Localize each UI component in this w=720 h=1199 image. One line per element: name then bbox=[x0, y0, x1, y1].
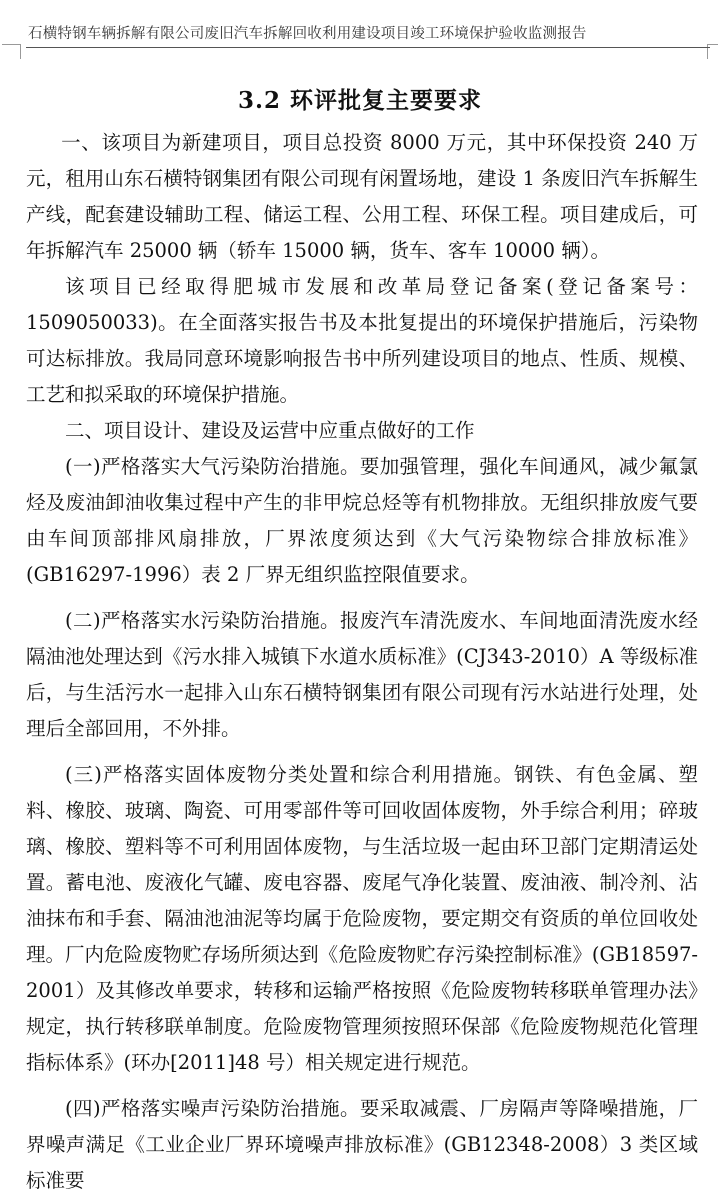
document-body bbox=[26, 125, 698, 1199]
running-header: 石横特钢车辆拆解有限公司废旧汽车拆解回收利用建设项目竣工环境保护验收监测报告 bbox=[28, 26, 587, 42]
paragraph-water-pollution: (二)严格落实水污染防治措施。报废汽车清洗废水、车间地面清洗废水经隔油池处理达到《污水排入城镇下水道水质标准》(CJ343-2010）A 等级标准后，与生活污水一起排入山东石横特钢集团有限公司现有污水站进行处理，处理后全部回用，不外排。 bbox=[26, 609, 698, 740]
section-heading: 3.2 环评批复主要要求 bbox=[237, 87, 483, 114]
page-corner-mark bbox=[2, 44, 21, 59]
paragraph-solid-waste: (三)严格落实固体废物分类处置和综合利用措施。钢铁、有色金属、塑料、橡胶、玻璃、陶瓷、可用零部件等可回收固体废物，外手综合利用；碎玻璃、橡胶、塑料等不可利用固体废物，与生活垃圾一起由环卫部门定期清运处置。蓄电池、废液化气罐、废电容器、废尾气净化装置、废油液、制冷剂、沾油抹布和手套、隔油池油泥等均属于危险废物，要定期交有资质的单位回收处理。厂内危险废物贮存场所须达到《危险废物贮存污染控制标准》(GB18597-2001）及其修改单要求，转移和运输严格按照《危险废物转移联单管理办法》规定，执行转移联单制度。危险废物管理须按照环保部《危险废物规范化管理指标体系》(环办[2011]48 号）相关规定进行规范。 bbox=[26, 763, 698, 1074]
paragraph-project-overview: 一、该项目为新建项目，项目总投资 8000 万元，其中环保投资 240 万元，租用山东石横特钢集团有限公司现有闲置场地，建设 1 条废旧汽车拆解生产线，配套建设辅助工程、储运工程、公用工程、环保工程。项目建成后，可年拆解汽车 25000 辆（轿车 15000 辆，货车、客车 10000 辆）。 bbox=[26, 131, 698, 262]
paragraph-noise: (四)严格落实噪声污染防治措施。要采取减震、厂房隔声等降噪措施，厂界噪声满足《工业企业厂界环境噪声排放标准》(GB12348-2008）3 类区域标准要 bbox=[26, 1097, 698, 1192]
paragraph-air-pollution: (一)严格落实大气污染防治措施。要加强管理，强化车间通风，减少氟氯烃及废油卸油收集过程中产生的非甲烷总烃等有机物排放。无组织排放废气要由车间顶部排风扇排放，厂界浓度须达到《大气污染物综合排放标准》(GB16297-1996）表 2 厂界无组织监控限值要求。 bbox=[26, 455, 698, 586]
header-divider bbox=[26, 47, 710, 48]
paragraph-key-work-heading: 二、项目设计、建设及运营中应重点做好的工作 bbox=[65, 419, 475, 442]
paragraph-registration: 该项目已经取得肥城市发展和改革局登记备案(登记备案号：1509050033)。在全面落实报告书及本批复提出的环境保护措施后，污染物可达标排放。我局同意环境影响报告书中所列建设项目的地点、性质、规模、工艺和拟采取的环境保护措施。 bbox=[26, 275, 698, 406]
